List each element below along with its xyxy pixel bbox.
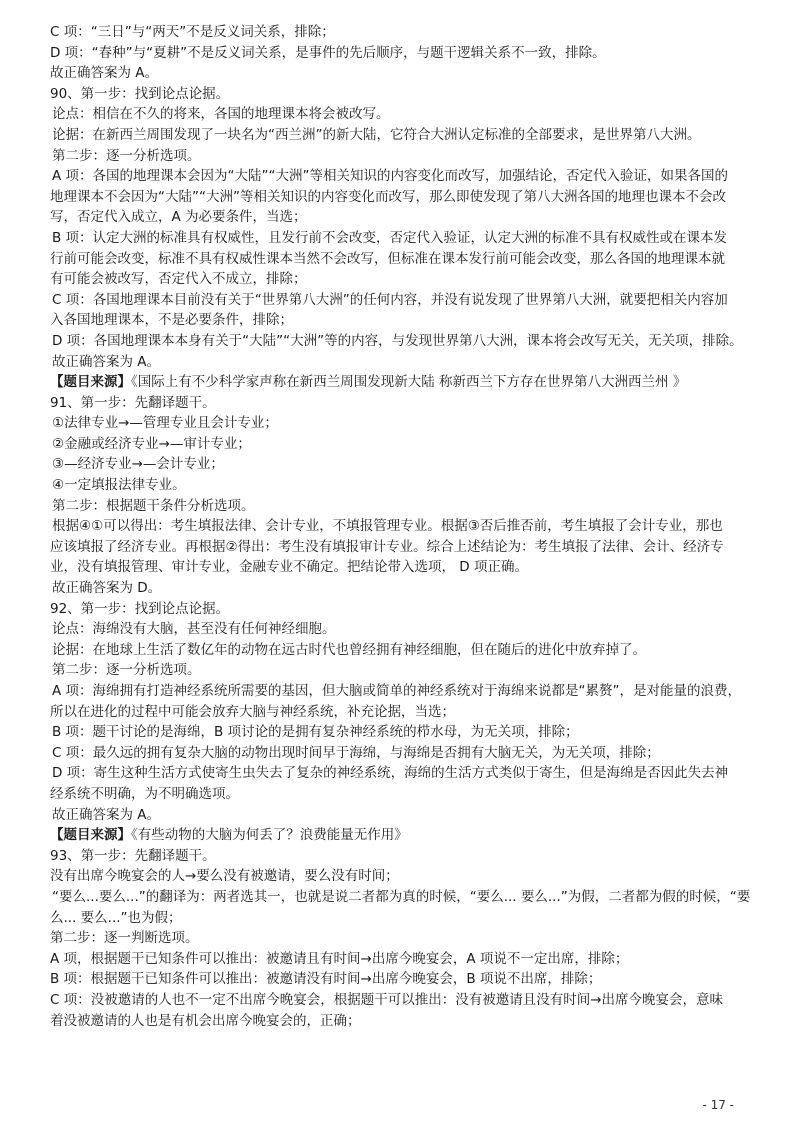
text-line: 故正确答案为 D。 bbox=[52, 580, 162, 597]
text-line: D 项：各国地理课本本身有关于“大陆”“大洲”等的内容，与发现世界第八大洲，课本将会改写无关，无关项，排除。 bbox=[52, 332, 743, 349]
text-line: 行前可能会改变，标准不具有权威性课本当然不会改写，但标准在课本发行前可能会改变，那么各国的地理课本就 bbox=[50, 250, 725, 267]
source-label: 【题目来源】 bbox=[50, 374, 131, 391]
text-line: 地理课本不会因为“大陆”“大洲”等相关知识的内容变化而改写，那么即使发现了第八大洲各国的地理也课本不会改 bbox=[50, 188, 726, 205]
text-line: ①法律专业→—管理专业且会计专业； bbox=[52, 415, 278, 432]
text-line: A 项，根据题干已知条件可以推出：被邀请且有时间→出席今晚宴会，A 项说不一定出席，排除； bbox=[50, 950, 629, 967]
text-line: 93、第一步：先翻译题干。 bbox=[50, 847, 216, 864]
text-line: “要么...要么...”的翻译为：两者选其一，也就是说二者都为真的时候，“要么... 要么...”为假，二者都为假的时候，“要 bbox=[52, 888, 750, 905]
source-text: 《国际上有不少科学家声称在新西兰周围发现新大陆 称新西兰下方存在世界第八大洲西兰州 》 bbox=[131, 374, 687, 391]
text-line: C 项：“三日”与“两天”不是反义词关系，排除； bbox=[50, 24, 335, 40]
page-number: - 17 - bbox=[702, 1098, 734, 1112]
text-line: B 项：题干讨论的是海绵，B 项讨论的是拥有复杂神经系统的栉水母，为无关项，排除； bbox=[52, 724, 579, 741]
text-line: 经系统不明确，为不明确选项。 bbox=[50, 785, 239, 802]
text-line: C 项：最久远的拥有复杂大脑的动物出现时间早于海绵，与海绵是否拥有大脑无关，为无关项，排除； bbox=[52, 744, 660, 761]
text-line: 90、第一步：找到论点论据。 bbox=[50, 85, 230, 102]
text-line: 有可能会被改写，否定代入不成立，排除； bbox=[50, 271, 307, 288]
text-line: 第二步：逐一分析选项。 bbox=[52, 662, 201, 679]
text-line: 应该填报了经济专业。再根据②得出：考生没有填报审计专业。综合上述结论为：考生填报了法律、会计、经济专 bbox=[50, 538, 724, 555]
text-line: 92、第一步：找到论点论据。 bbox=[50, 600, 230, 617]
text-line: 所以在进化的过程中可能会放弃大脑与神经系统，补充论据，当选； bbox=[50, 703, 455, 720]
text-line: 故正确答案为 A。 bbox=[50, 65, 159, 82]
text-line: C 项：没被邀请的人也不一定不出席今晚宴会，根据题干可以推出：没有被邀请且没有时间→出席今晚宴会，意味 bbox=[50, 991, 724, 1008]
text-line: B 项：认定大洲的标准具有权威性，且发行前不会改变，否定代入验证，认定大洲的标准不具有权威性或在课本发 bbox=[52, 229, 728, 246]
text-line: 故正确答案为 A。 bbox=[52, 806, 161, 823]
text-line: 论点：海绵没有大脑，甚至没有任何神经细胞。 bbox=[52, 621, 336, 638]
text-line: 根据④①可以得出：考生填报法律、会计专业，不填报管理专业。根据③否后推否前，考生填报了会计专业，那也 bbox=[52, 518, 723, 535]
text-line: B 项：根据题干已知条件可以推出：被邀请没有时间→出席今晚宴会，B 项说不出席，排除； bbox=[50, 971, 602, 988]
document-body bbox=[50, 22, 750, 1031]
text-line: ④一定填报法律专业。 bbox=[52, 477, 186, 494]
text-line: 第二步：逐一判断选项。 bbox=[50, 930, 199, 947]
text-line: 么... 要么...”也为假； bbox=[50, 909, 182, 926]
source-text: 《有些动物的大脑为何丢了？浪费能量无作用》 bbox=[131, 827, 408, 844]
text-line bbox=[50, 825, 750, 846]
text-line: 论据：在地球上生活了数亿年的动物在远古时代也曾经拥有神经细胞，但在随后的进化中放弃掉了。 bbox=[52, 641, 646, 658]
text-line bbox=[50, 372, 750, 393]
text-line: A 项：海绵拥有打造神经系统所需要的基因，但大脑或简单的神经系统对于海绵来说都是“累赘”，是对能量的浪费， bbox=[52, 683, 742, 699]
text-line: 第二步：根据题干条件分析选项。 bbox=[52, 497, 255, 514]
text-line: C 项：各国地理课本目前没有关于“世界第八大洲”的任何内容，并没有说发现了世界第八大洲，就要把相关内容加 bbox=[52, 291, 728, 308]
text-line: ③—经济专业→—会计专业； bbox=[52, 456, 224, 473]
text-line: 入各国地理课本，不是必要条件，排除； bbox=[50, 312, 293, 329]
text-line: 写，否定代入成立，A 为必要条件，当选； bbox=[50, 209, 307, 226]
text-line: A 项：各国的地理课本会因为“大陆”“大洲”等相关知识的内容变化而改写，加强结论，否定代入验证，如果各国的 bbox=[52, 168, 729, 185]
text-line: ②金融或经济专业→—审计专业； bbox=[52, 435, 251, 452]
text-line: D 项：寄生这种生活方式使寄生虫失去了复杂的神经系统，海绵的生活方式类似于寄生，但是海绵是否因此失去神 bbox=[52, 765, 729, 782]
source-label: 【题目来源】 bbox=[50, 827, 131, 844]
text-line: 没有出席今晚宴会的人→要么没有被邀请，要么没有时间； bbox=[50, 868, 399, 885]
text-line: 着没被邀请的人也是有机会出席今晚宴会的，正确； bbox=[50, 1012, 361, 1029]
text-line: 论点：相信在不久的将来，各国的地理课本将会被改写。 bbox=[52, 106, 390, 123]
text-line: 第二步：逐一分析选项。 bbox=[52, 147, 201, 164]
text-line: D 项：“春种”与“夏耕”不是反义词关系，是事件的先后顺序，与题干逻辑关系不一致，排除。 bbox=[50, 44, 606, 61]
text-line: 91、第一步：先翻译题干。 bbox=[50, 394, 216, 411]
text-line: 故正确答案为 A。 bbox=[52, 353, 161, 370]
text-line: 论据：在新西兰周围发现了一块名为“西兰洲”的新大陆，它符合大洲认定标准的全部要求，是世界第八大洲。 bbox=[52, 126, 701, 143]
text-line: 业，没有填报管理、审计专业，金融专业不确定。把结论带入选项， D 项正确。 bbox=[50, 559, 528, 576]
